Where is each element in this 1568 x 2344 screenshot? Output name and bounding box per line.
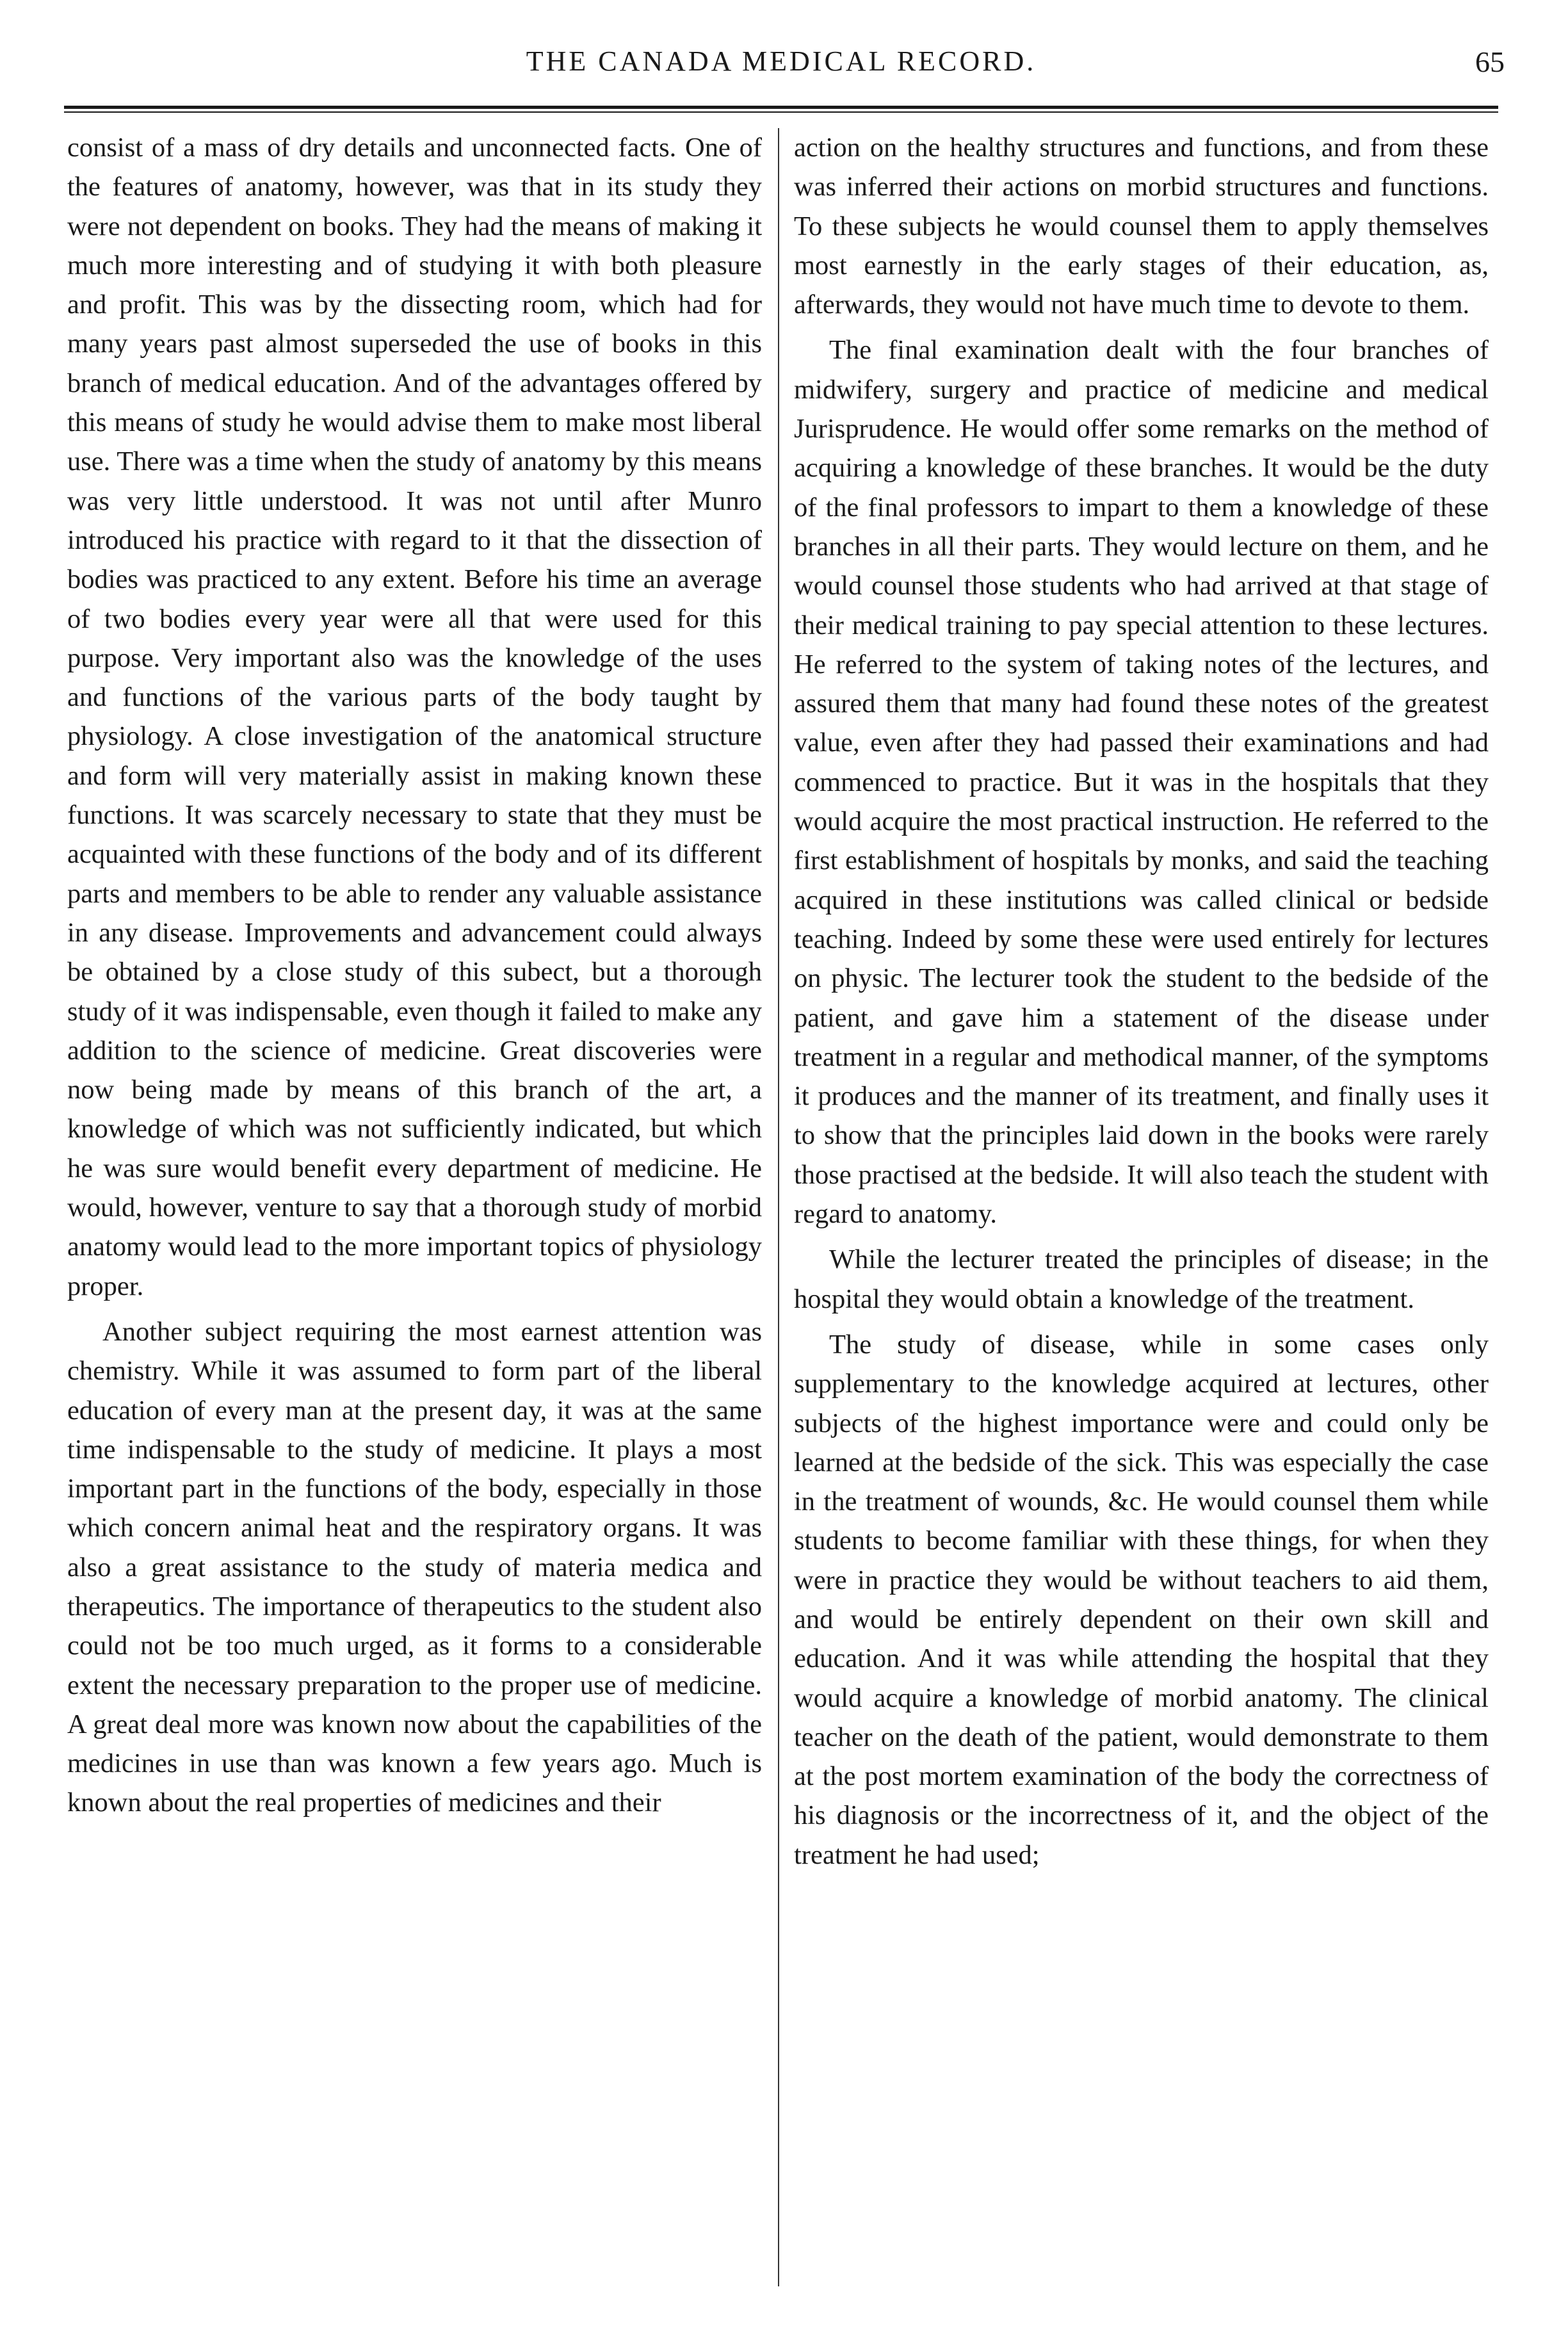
right-paragraph-3: While the lecturer treated the principles of disease; in the hospital they would obtain a knowledge of the treatment.	[794, 1244, 1489, 1314]
page-number: 65	[1475, 45, 1505, 78]
journal-title: THE CANADA MEDICAL RECORD.	[526, 45, 1037, 77]
right-paragraph-2: The final examination dealt with the four branches of midwifery, surgery and practice of medicine and medical Jurisprudence. He would offer some remarks on the method of acquiring a knowledge of these branches. It would be the duty of the final professors to impart to them a knowledge of these branches in all their parts. They would lecture on them, and he would counsel those students who had arrived at that stage of their medical training to pay special attention to these lectures. He referred to the system of taking notes of the lectures, and assured them that many had found these notes of the greatest value, even after they had passed their examinations and had commenced to practice. But it was in the hospitals that they would acquire the most practical instruction. He referred to the first establishment of hospitals by monks, and said the teaching acquired in these institutions was called clinical or bedside teaching. Indeed by some these were used entirely for lectures on physic. The lecturer took the student to the bedside of the patient, and gave him a statement of the disease under treatment in a regular and methodical manner, of the symptoms it produces and the manner of its treatment, and finally uses it to show that the principles laid down in the books were rarely those practised at the bedside. It will also teach the student with regard to anatomy.	[794, 335, 1489, 1230]
right-paragraph-1: action on the healthy structures and functions, and from these was inferred their actions on morbid structures and functions. To these subjects he would counsel them to apply themselves most earnestly in the early stages of their education, as, afterwards, they would not have much time to devote to them.	[794, 133, 1489, 320]
left-column	[67, 128, 762, 2286]
running-head	[58, 38, 1505, 83]
right-column	[794, 128, 1489, 2286]
left-paragraph-2: Another subject requiring the most earnest attention was chemistry. While it was assumed to form part of the liberal education of every man at the present day, it was at the same time indispensable to the study of medicine. It plays a most important part in the functions of the body, especially in those which concern animal heat and the respiratory organs. It was also a great assistance to the study of materia medica and therapeutics. The importance of therapeutics to the student also could not be too much urged, as it forms to a considerable extent the necessary preparation to the proper use of medicine. A great deal more was known now about the capabilities of the medicines in use than was known a few years ago. Much is known about the real properties of medicines and their	[67, 1316, 762, 1818]
left-paragraph-1: consist of a mass of dry details and unconnected facts. One of the features of anatomy, however, was that in its study they were not dependent on books. They had the means of making it much more interesting and of studying it with both pleasure and profit. This was by the dissecting room, which had for many years past almost superseded the use of books in this branch of medical education. And of the advantages offered by this means of study he would advise them to make most liberal use. There was a time when the study of anatomy by this means was very little understood. It was not until after Munro introduced his practice with regard to it that the dissection of bodies was practiced to any extent. Before his time an average of two bodies every year were all that were used for this purpose. Very important also was the knowledge of the uses and functions of the various parts of the body taught by physiology. A close investigation of the anatomical structure and form will very materially assist in making known these functions. It was scarcely necessary to state that they must be acquainted with these functions of the body and of its different parts and members to be able to render any valuable assistance in any disease. Improvements and advancement could always be obtained by a close study of this subect, but a thorough study of it was indispensable, even though it failed to make any addition to the science of medicine. Great discoveries were now being made by means of this branch of the art, a knowledge of which was not sufficiently indicated, but which he was sure would benefit every department of medicine. He would, however, venture to say that a thorough study of morbid anatomy would lead to the more important topics of physiology proper.	[67, 133, 762, 1301]
right-paragraph-4: The study of disease, while in some cases only supplementary to the knowledge acquired at lectures, other subjects of the highest importance were and could only be learned at the bedside of the sick. This was especially the case in the treatment of wounds, &c. He would counsel them while students to become familiar with these things, for when they were in practice they would be without teachers to aid them, and would be entirely dependent on their own skill and education. And it was while attending the hospital that they would acquire a knowledge of morbid anatomy. The clinical teacher on the death of the patient, would demonstrate to them at the post mortem examination of the body the correctness of his diagnosis or the incorrectness of it, and the object of the treatment he had used;	[794, 1329, 1489, 1870]
column-divider	[778, 128, 779, 2286]
header-rule-thick	[64, 106, 1498, 109]
header-rule-thin	[64, 111, 1498, 113]
